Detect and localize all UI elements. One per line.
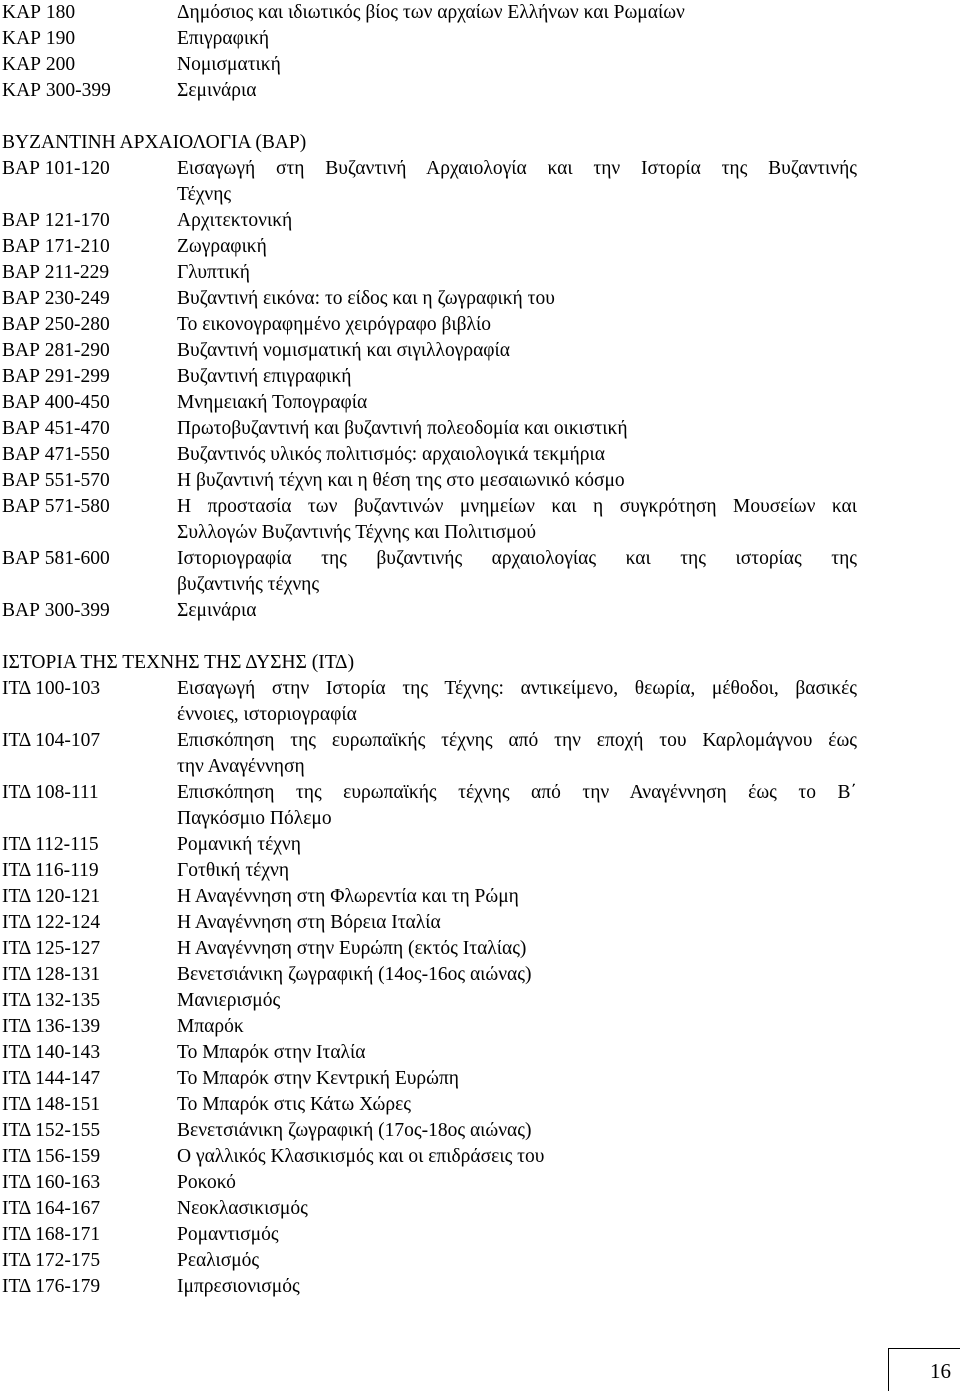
- course-title: Επισκόπηση της ευρωπαϊκής τέχνης από την Αναγέννηση έως το Β΄: [177, 782, 857, 803]
- course-title: Ρομανική τέχνη: [177, 834, 301, 855]
- course-code: ΙΤΔ 152-155: [2, 1120, 101, 1141]
- table-row: [0, 208, 960, 234]
- course-title: Εισαγωγή στην Ιστορία της Τέχνης: αντικείμενο, θεωρία, μέθοδοι, βασικές: [177, 678, 857, 699]
- course-title: Η Αναγέννηση στη Φλωρεντία και τη Ρώμη: [177, 886, 519, 907]
- course-title: Η Αναγέννηση στη Βόρεια Ιταλία: [177, 912, 441, 933]
- course-title: Δημόσιος και ιδιωτικός βίος των αρχαίων Ελλήνων και Ρωμαίων: [177, 2, 685, 23]
- course-title: Νεοκλασικισμός: [177, 1198, 308, 1219]
- table-row: [0, 1118, 960, 1144]
- table-row: [0, 312, 960, 338]
- course-code: ΒΑΡ 471-550: [2, 444, 110, 465]
- course-title: Βενετσιάνικη ζωγραφική (17ος-18ος αιώνας): [177, 1120, 532, 1141]
- course-code: ΙΤΔ 136-139: [2, 1016, 101, 1037]
- course-title: Ροκοκό: [177, 1172, 236, 1193]
- table-row: [0, 676, 960, 702]
- course-code: ΒΑΡ 291-299: [2, 366, 110, 387]
- course-title-continuation: βυζαντινής τέχνης: [177, 574, 320, 595]
- course-title-continuation: Παγκόσμιο Πόλεμο: [177, 808, 332, 829]
- page-number: 16: [930, 1359, 951, 1383]
- course-title: Μπαρόκ: [177, 1016, 244, 1037]
- table-row: [0, 390, 960, 416]
- course-title: Ρομαντισμός: [177, 1224, 279, 1245]
- course-title: Βυζαντινός υλικός πολιτισμός: αρχαιολογικά τεκμήρια: [177, 444, 605, 465]
- course-code: ΒΑΡ 101-120: [2, 158, 110, 179]
- table-row: [0, 52, 960, 78]
- table-row: [0, 156, 960, 182]
- course-code: ΙΤΔ 156-159: [2, 1146, 101, 1167]
- table-row: [0, 0, 960, 26]
- table-row: [0, 1248, 960, 1274]
- table-row: [0, 26, 960, 52]
- table-row: [0, 884, 960, 910]
- table-row: [0, 1066, 960, 1092]
- table-row: [0, 936, 960, 962]
- course-code: ΒΑΡ 551-570: [2, 470, 110, 491]
- course-code: ΙΤΔ 120-121: [2, 886, 101, 907]
- table-row: [0, 468, 960, 494]
- table-row: [0, 234, 960, 260]
- course-title-continuation: έννοιες, ιστοριογραφία: [177, 704, 357, 725]
- course-code: ΙΤΔ 148-151: [2, 1094, 101, 1115]
- course-title: Το Μπαρόκ στην Ιταλία: [177, 1042, 366, 1063]
- course-title: Επιγραφική: [177, 28, 270, 49]
- course-code: ΒΑΡ 171-210: [2, 236, 110, 257]
- course-title: Βυζαντινή εικόνα: το είδος και η ζωγραφική του: [177, 288, 555, 309]
- course-code: ΒΑΡ 300-399: [2, 600, 110, 621]
- course-code: ΒΑΡ 571-580: [2, 496, 110, 517]
- course-code: ΙΤΔ 164-167: [2, 1198, 101, 1219]
- course-title-continuation: Τέχνης: [177, 184, 232, 205]
- course-title: Μνημειακή Τοπογραφία: [177, 392, 368, 413]
- course-code: ΒΑΡ 451-470: [2, 418, 110, 439]
- table-row: [0, 442, 960, 468]
- course-code: ΒΑΡ 211-229: [2, 262, 110, 283]
- section-heading: [0, 130, 960, 156]
- course-code: ΙΤΔ 104-107: [2, 730, 101, 751]
- table-row-continuation: [0, 182, 960, 208]
- course-code: ΒΑΡ 230-249: [2, 288, 110, 309]
- page-number-box: [888, 1348, 960, 1391]
- course-code: ΒΑΡ 121-170: [2, 210, 110, 231]
- course-code: ΚΑΡ 200: [2, 54, 76, 75]
- table-row-continuation: [0, 702, 960, 728]
- course-code: ΙΤΔ 132-135: [2, 990, 101, 1011]
- course-code: ΙΤΔ 122-124: [2, 912, 101, 933]
- table-row: [0, 780, 960, 806]
- course-title: Βενετσιάνικη ζωγραφική (14ος-16ος αιώνας): [177, 964, 532, 985]
- course-title: Σεμινάρια: [177, 80, 257, 101]
- course-code: ΙΤΔ 140-143: [2, 1042, 101, 1063]
- table-row-continuation: [0, 520, 960, 546]
- table-row: [0, 962, 960, 988]
- course-code: ΚΑΡ 180: [2, 2, 76, 23]
- course-title: Ιμπρεσιονισμός: [177, 1276, 300, 1297]
- course-code: ΙΤΔ 168-171: [2, 1224, 101, 1245]
- course-title: Νομισματική: [177, 54, 281, 75]
- course-title: Γλυπτική: [177, 262, 250, 283]
- course-code: ΙΤΔ 112-115: [2, 834, 99, 855]
- course-title: Ζωγραφική: [177, 236, 267, 257]
- table-row: [0, 1014, 960, 1040]
- table-row: [0, 546, 960, 572]
- course-code: ΙΤΔ 144-147: [2, 1068, 101, 1089]
- table-row-continuation: [0, 806, 960, 832]
- table-row: [0, 1170, 960, 1196]
- course-code: ΙΤΔ 100-103: [2, 678, 101, 699]
- table-row: [0, 1040, 960, 1066]
- course-title: Βυζαντινή νομισματική και σιγιλλογραφία: [177, 340, 511, 361]
- course-code: ΒΑΡ 250-280: [2, 314, 110, 335]
- table-row: [0, 1196, 960, 1222]
- table-row: [0, 364, 960, 390]
- course-title-continuation: Συλλογών Βυζαντινής Τέχνης και Πολιτισμού: [177, 522, 536, 543]
- course-title: Ο γαλλικός Κλασικισμός και οι επιδράσεις του: [177, 1146, 545, 1167]
- course-title: Γοτθική τέχνη: [177, 860, 290, 881]
- section-heading: [0, 650, 960, 676]
- table-row: [0, 338, 960, 364]
- course-title: Η βυζαντινή τέχνη και η θέση της στο μεσαιωνικό κόσμο: [177, 470, 625, 491]
- course-code: ΙΤΔ 108-111: [2, 782, 99, 803]
- section-heading-text: ΙΣΤΟΡΙΑ ΤΗΣ ΤΕΧΝΗΣ ΤΗΣ ΔΥΣΗΣ (ΙΤΔ): [2, 652, 355, 673]
- table-row-continuation: [0, 754, 960, 780]
- table-row: [0, 260, 960, 286]
- course-title: Το εικονογραφημένο χειρόγραφο βιβλίο: [177, 314, 491, 335]
- table-row: [0, 910, 960, 936]
- table-row-continuation: [0, 572, 960, 598]
- course-title: Εισαγωγή στη Βυζαντινή Αρχαιολογία και την Ιστορία της Βυζαντινής: [177, 158, 857, 179]
- course-code: ΒΑΡ 581-600: [2, 548, 110, 569]
- table-row: [0, 78, 960, 104]
- table-row: [0, 728, 960, 754]
- table-row: [0, 1274, 960, 1300]
- course-code: ΚΑΡ 190: [2, 28, 76, 49]
- course-title-continuation: την Αναγέννηση: [177, 756, 305, 777]
- table-row: [0, 858, 960, 884]
- table-row: [0, 1222, 960, 1248]
- course-title: Επισκόπηση της ευρωπαϊκής τέχνης από την εποχή του Καρλομάγνου έως: [177, 730, 857, 751]
- course-title: Ρεαλισμός: [177, 1250, 260, 1271]
- course-code: ΙΤΔ 172-175: [2, 1250, 101, 1271]
- table-row: [0, 598, 960, 624]
- course-title: Η προστασία των βυζαντινών μνημείων και η συγκρότηση Μουσείων και: [177, 496, 857, 517]
- course-title: Η Αναγέννηση στην Ευρώπη (εκτός Ιταλίας): [177, 938, 527, 959]
- section-heading-text: ΒΥΖΑΝΤΙΝΗ ΑΡΧΑΙΟΛΟΓΙΑ (ΒΑΡ): [2, 132, 307, 153]
- course-title: Βυζαντινή επιγραφική: [177, 366, 352, 387]
- course-code: ΒΑΡ 400-450: [2, 392, 110, 413]
- course-title: Μανιερισμός: [177, 990, 281, 1011]
- table-row: [0, 1144, 960, 1170]
- course-title: Ιστοριογραφία της βυζαντινής αρχαιολογίας και της ιστορίας της: [177, 548, 857, 569]
- course-title: Σεμινάρια: [177, 600, 257, 621]
- table-row: [0, 1092, 960, 1118]
- course-title: Το Μπαρόκ στην Κεντρική Ευρώπη: [177, 1068, 459, 1089]
- course-code: ΙΤΔ 128-131: [2, 964, 101, 985]
- course-title: Το Μπαρόκ στις Κάτω Χώρες: [177, 1094, 412, 1115]
- course-code: ΒΑΡ 281-290: [2, 340, 110, 361]
- course-code: ΙΤΔ 116-119: [2, 860, 99, 881]
- course-title: Αρχιτεκτονική: [177, 210, 293, 231]
- course-code: ΙΤΔ 125-127: [2, 938, 101, 959]
- table-row: [0, 286, 960, 312]
- course-title: Πρωτοβυζαντινή και βυζαντινή πολεοδομία και οικιστική: [177, 418, 628, 439]
- table-row: [0, 988, 960, 1014]
- table-row: [0, 416, 960, 442]
- table-row: [0, 832, 960, 858]
- table-row: [0, 494, 960, 520]
- course-code: ΙΤΔ 176-179: [2, 1276, 101, 1297]
- course-code: ΙΤΔ 160-163: [2, 1172, 101, 1193]
- course-code: ΚΑΡ 300-399: [2, 80, 111, 101]
